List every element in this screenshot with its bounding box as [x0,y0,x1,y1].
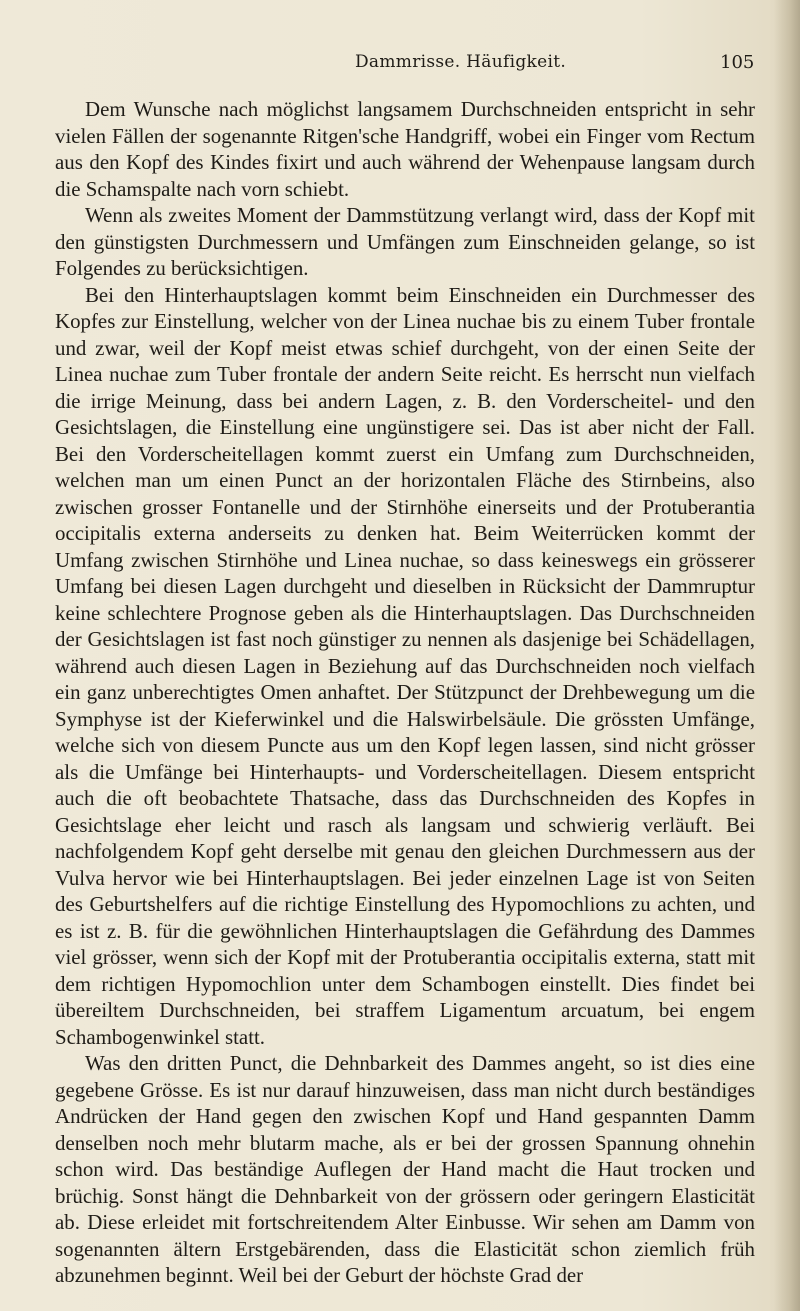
page-header [0,52,800,82]
page-number: 105 [720,52,755,73]
running-head: Dammrisse. Häufigkeit. [355,52,567,72]
page-binding-shadow [774,0,800,1311]
body-text [55,96,755,1289]
paragraph: Dem Wunsche nach möglichst langsamem Durchschneiden entspricht in sehr vielen Fällen der sogenannte Ritgen'sche Handgriff, wobei ein Finger vom Rectum aus den Kopf des Kindes fixirt und auch während der Wehenpause langsam durch die Schamspalte nach vorn schiebt. [55,97,755,201]
paragraph: Bei den Hinterhauptslagen kommt beim Einschneiden ein Durchmesser des Kopfes zur Einstellung, welcher von der Linea nuchae bis zu einem Tuber frontale und zwar, weil der Kopf meist etwas schief durchgeht, von der einen Seite der Linea nuchae zum Tuber frontale der andern Seite reicht. Es herrscht nun vielfach die irrige Meinung, dass bei andern Lagen, z. B. den Vorderscheitel- und den Gesichtslagen, die Einstellung eine ungünstigere sei. Das ist aber nicht der Fall. Bei den Vorderscheitellagen kommt zuerst ein Umfang zum Durchschneiden, welchen man um einen Punct an der horizontalen Fläche des Stirnbeins, also zwischen grosser Fontanelle und der Stirnhöhe einerseits und der Protuberantia occipitalis externa anderseits zu denken hat. Beim Weiterrücken kommt der Umfang zwischen Stirnhöhe und Linea nuchae, so dass keineswegs ein grösserer Umfang bei diesen Lagen durchgeht und dieselben in Rücksicht der Dammruptur keine schlechtere Prognose geben als die Hinterhauptslagen. Das Durchschneiden der Gesichtslagen ist fast noch günstiger zu nennen als dasjenige bei Schädellagen, während auch diesen Lagen in Beziehung auf das Durchschneiden noch vielfach ein ganz unberechtigtes Omen anhaftet. Der Stützpunct der Drehbewegung um die Symphyse ist der Kieferwinkel und die Halswirbelsäule. Die grössten Umfänge, welche sich von diesem Puncte aus um den Kopf legen lassen, sind nicht grösser als die Umfänge bei Hinterhaupts- und Vorderscheitellagen. Diesem entspricht auch die oft beobachtete Thatsache, dass das Durchschneiden des Kopfes in Gesichtslage eher leicht und rasch als langsam und schwierig verläuft. Bei nachfolgendem Kopf geht derselbe mit genau den gleichen Durchmessern aus der Vulva hervor wie bei Hinterhauptslagen. Bei jeder einzelnen Lage ist von Seiten des Geburtshelfers auf die richtige Einstellung des Hypomochlions zu achten, und es ist z. B. für die gewöhnlichen Hinterhauptslagen die Gefährdung des Dammes viel grösser, wenn sich der Kopf mit der Protuberantia occipitalis externa, statt mit dem richtigen Hypomochlion unter dem Schambogen einstellt. Dies findet bei übereiltem Durchschneiden, bei straffem Ligamentum arcuatum, bei engem Schambogenwinkel statt. [55,282,755,1049]
paragraph: Wenn als zweites Moment der Dammstützung verlangt wird, dass der Kopf mit den günstigsten Durchmessern und Umfängen zum Einschneiden gelange, so ist Folgendes zu berücksichtigen. [55,203,755,280]
paragraph: Was den dritten Punct, die Dehnbarkeit des Dammes angeht, so ist dies eine gegebene Grösse. Es ist nur darauf hinzuweisen, dass man nicht durch beständiges Andrücken der Hand gegen den zwischen Kopf und Hand gespannten Damm denselben noch mehr blutarm mache, als er bei der grossen Spannung ohnehin schon wird. Das beständige Auflegen der Hand macht die Haut trocken und brüchig. Sonst hängt die Dehnbarkeit von der grössern oder geringern Elasticität ab. Diese erleidet mit fortschreitendem Alter Einbusse. Wir sehen am Damm von sogenannten ältern Erstgebärenden, dass die Elasticität schon ziemlich früh abzunehmen beginnt. Weil bei der Geburt der höchste Grad der [55,1051,755,1287]
